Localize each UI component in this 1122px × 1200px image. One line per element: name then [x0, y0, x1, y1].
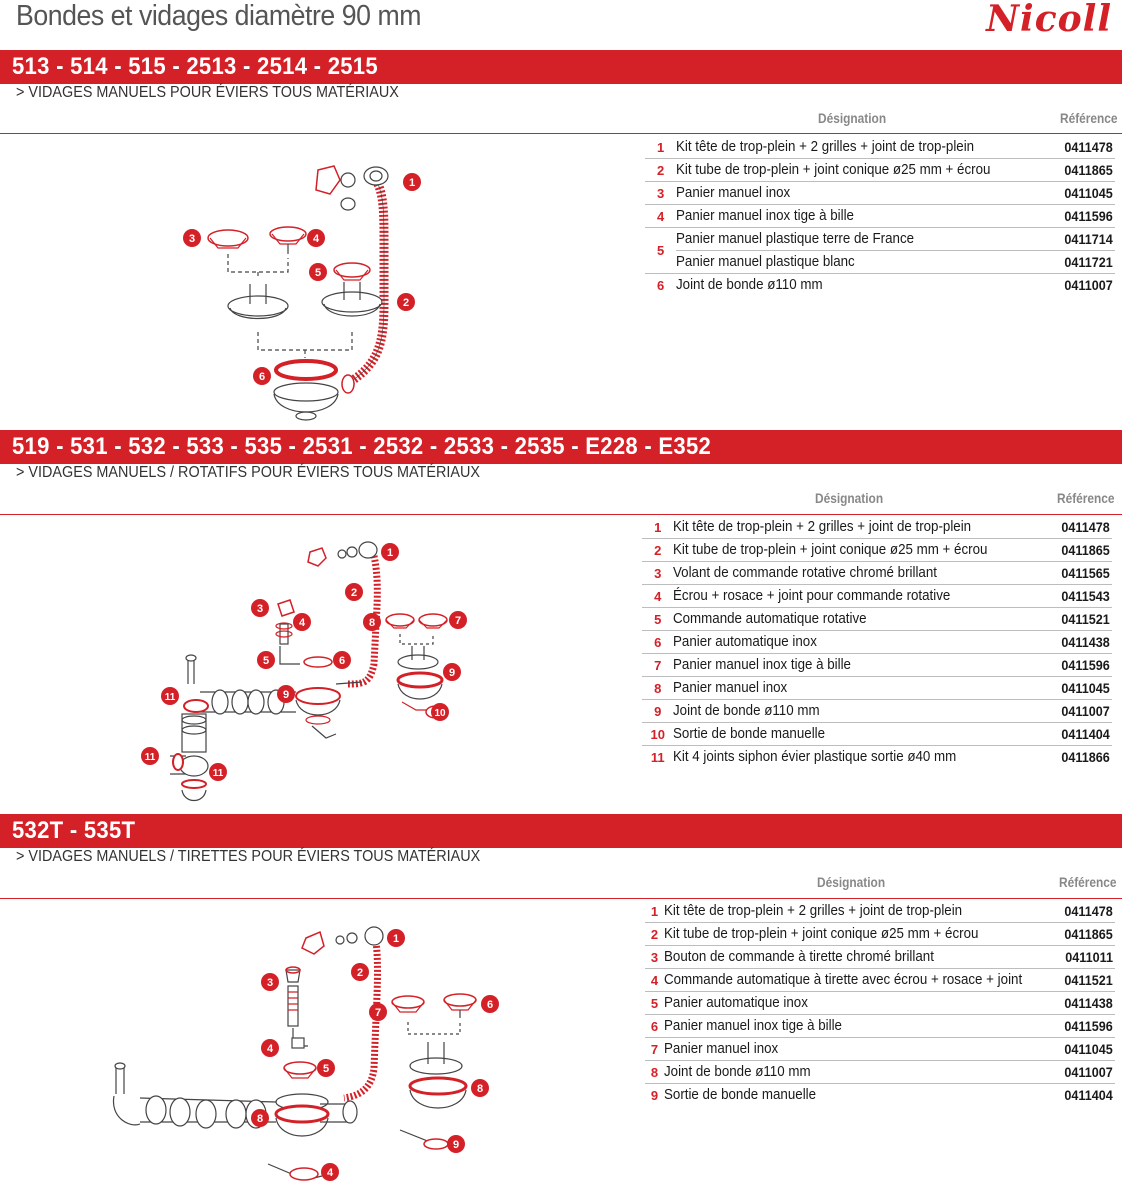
row-designation: Panier manuel inox	[676, 185, 791, 201]
row-designation: Volant de commande rotative chromé brillant	[673, 565, 938, 581]
section-code: 532T - 535T	[12, 817, 136, 844]
callout-label: 3	[266, 977, 274, 989]
row-designation: Kit tube de trop-plein + joint conique ø25 mm + écrou	[676, 162, 991, 178]
callout-label: 5	[322, 1063, 330, 1075]
row-number: 2	[645, 159, 676, 182]
section-bar	[0, 814, 1122, 848]
table-row	[642, 562, 1112, 585]
table-row	[645, 205, 1115, 228]
table-row	[642, 723, 1112, 746]
row-designation: Écrou + rosace + joint pour commande rotative	[673, 588, 951, 604]
row-designation: Commande automatique rotative	[673, 611, 867, 627]
callout-label: 1	[392, 933, 400, 945]
table-row	[642, 700, 1112, 723]
row-reference: 0411478	[1064, 139, 1113, 155]
row-reference: 0411478	[1061, 519, 1110, 535]
row-designation: Kit tube de trop-plein + joint conique ø25 mm + écrou	[664, 926, 979, 942]
callout-label: 6	[338, 655, 346, 667]
row-designation: Kit tête de trop-plein + 2 grilles + joint de trop-plein	[673, 519, 972, 535]
row-number: 5	[645, 228, 676, 274]
row-number: 9	[642, 700, 673, 723]
row-designation: Commande automatique à tirette avec écrou + rosace + joint	[664, 972, 1023, 988]
section-2	[0, 430, 1122, 810]
table-row	[645, 946, 1115, 969]
callout-label: 8	[476, 1083, 484, 1095]
table-row	[645, 1015, 1115, 1038]
row-designation: Panier automatique inox	[664, 995, 808, 1011]
callout-label: 1	[386, 547, 394, 559]
callout-label: 9	[282, 689, 290, 701]
callout-label: 9	[452, 1139, 460, 1151]
table-row	[645, 274, 1115, 297]
row-number: 6	[645, 1015, 664, 1038]
callout-label: 4	[266, 1043, 274, 1055]
row-number: 4	[642, 585, 673, 608]
table-row	[645, 900, 1115, 923]
row-designation: Panier manuel inox	[673, 680, 788, 696]
callout-label: 4	[312, 233, 320, 245]
section-divider	[0, 898, 1122, 899]
parts-table	[645, 900, 1115, 1106]
callout-label: 2	[402, 297, 410, 309]
callout-label: 11	[144, 752, 156, 763]
row-number: 7	[645, 1038, 664, 1061]
row-reference: 0411865	[1064, 162, 1113, 178]
callout-label: 11	[212, 768, 224, 779]
exploded-diagram	[130, 534, 470, 804]
row-reference: 0411045	[1061, 680, 1110, 696]
callout-label: 3	[256, 603, 264, 615]
callout-label: 6	[258, 371, 266, 383]
row-reference: 0411438	[1064, 995, 1113, 1011]
row-reference: 0411521	[1064, 972, 1113, 988]
callout-label: 6	[486, 999, 494, 1011]
callout-label: 7	[454, 615, 462, 627]
table-row	[642, 585, 1112, 608]
exploded-diagram	[170, 154, 430, 430]
row-designation: Joint de bonde ø110 mm	[664, 1064, 811, 1080]
row-designation: Sortie de bonde manuelle	[664, 1087, 817, 1103]
row-reference: 0411521	[1061, 611, 1110, 627]
row-number: 1	[645, 136, 676, 159]
row-reference: 0411565	[1061, 565, 1110, 581]
row-reference: 0411007	[1061, 703, 1110, 719]
table-row	[645, 992, 1115, 1015]
section-3	[0, 814, 1122, 1200]
table-row	[642, 677, 1112, 700]
row-designation: Kit 4 joints siphon évier plastique sortie ø40 mm	[673, 749, 957, 765]
table-row	[642, 516, 1112, 539]
row-designation: Kit tête de trop-plein + 2 grilles + joint de trop-plein	[664, 903, 963, 919]
table-row	[642, 654, 1112, 677]
table-row	[645, 182, 1115, 205]
callout-label: 8	[368, 617, 376, 629]
brand-logo	[962, 0, 1112, 46]
row-number: 1	[642, 516, 673, 539]
callout-label: 7	[374, 1007, 382, 1019]
row-number: 8	[645, 1061, 664, 1084]
row-designation: Kit tête de trop-plein + 2 grilles + joint de trop-plein	[676, 139, 975, 155]
row-number: 2	[645, 923, 664, 946]
callout-label: 1	[408, 177, 416, 189]
row-reference: 0411721	[1064, 254, 1113, 270]
row-designation: Panier manuel plastique blanc	[676, 254, 855, 270]
row-number: 3	[642, 562, 673, 585]
row-number: 4	[645, 205, 676, 228]
row-designation: Panier manuel inox	[664, 1041, 779, 1057]
row-number: 10	[642, 723, 673, 746]
row-designation: Joint de bonde ø110 mm	[676, 277, 823, 293]
designation-header: Désignation	[815, 490, 884, 506]
callout-label: 5	[314, 267, 322, 279]
callout-label: 2	[356, 967, 364, 979]
callout-label: 4	[298, 617, 306, 629]
row-number: 2	[642, 539, 673, 562]
section-subtitle: > VIDAGES MANUELS POUR ÉVIERS TOUS MATÉRIAUX	[16, 84, 399, 101]
page-title: Bondes et vidages diamètre 90 mm	[16, 0, 421, 32]
row-designation: Joint de bonde ø110 mm	[673, 703, 820, 719]
row-reference: 0411007	[1064, 277, 1113, 293]
section-subtitle: > VIDAGES MANUELS / ROTATIFS POUR ÉVIERS TOUS MATÉRIAUX	[16, 464, 480, 481]
parts-table	[645, 136, 1115, 296]
row-designation: Panier automatique inox	[673, 634, 818, 650]
table-row	[645, 251, 1115, 274]
row-designation: Bouton de commande à tirette chromé brillant	[664, 949, 934, 965]
row-reference: 0411438	[1061, 634, 1110, 650]
row-reference: 0411596	[1064, 208, 1113, 224]
table-row	[642, 746, 1112, 769]
table-row	[645, 136, 1115, 159]
row-number: 3	[645, 182, 676, 205]
section-divider	[0, 514, 1122, 515]
row-designation: Sortie de bonde manuelle	[673, 726, 826, 742]
row-reference: 0411007	[1064, 1064, 1113, 1080]
row-reference: 0411045	[1064, 1041, 1113, 1057]
row-reference: 0411011	[1065, 949, 1113, 965]
row-number: 9	[650, 1087, 659, 1103]
row-number: 5	[642, 608, 673, 631]
row-number: 3	[645, 946, 664, 969]
callout-label: 5	[262, 655, 270, 667]
table-row	[642, 539, 1112, 562]
row-designation: Panier manuel plastique terre de France	[676, 231, 915, 247]
row-reference: 0411478	[1064, 903, 1113, 919]
row-reference: 0411866	[1061, 749, 1110, 765]
row-number: 4	[645, 969, 664, 992]
table-row	[645, 1038, 1115, 1061]
reference-header: Référence	[1057, 490, 1115, 506]
row-reference: 0411714	[1064, 231, 1113, 247]
table-row	[642, 608, 1112, 631]
row-designation: Panier manuel inox tige à bille	[673, 657, 852, 673]
brand-logo-text: Nicoll	[986, 0, 1112, 40]
reference-header: Référence	[1059, 874, 1117, 890]
table-row	[645, 969, 1115, 992]
table-row	[645, 228, 1115, 251]
row-designation: Panier manuel inox tige à bille	[664, 1018, 843, 1034]
section-divider	[0, 133, 1122, 134]
callout-label: 9	[448, 667, 456, 679]
section-code: 519 - 531 - 532 - 533 - 535 - 2531 - 2532 - 2533 - 2535 - E228 - E352	[12, 433, 712, 460]
reference-header: Référence	[1060, 110, 1118, 126]
table-row	[645, 1084, 1115, 1107]
row-designation: Kit tube de trop-plein + joint conique ø25 mm + écrou	[673, 542, 988, 558]
section-code: 513 - 514 - 515 - 2513 - 2514 - 2515	[12, 53, 378, 80]
section-1	[0, 50, 1122, 430]
row-designation: Panier manuel inox tige à bille	[676, 208, 855, 224]
row-reference: 0411865	[1061, 542, 1110, 558]
row-reference: 0411045	[1064, 185, 1113, 201]
table-row	[645, 159, 1115, 182]
parts-table	[642, 516, 1112, 768]
designation-header: Désignation	[818, 110, 887, 126]
row-number: 7	[642, 654, 673, 677]
row-number: 6	[657, 277, 665, 293]
row-number: 1	[645, 900, 664, 923]
table-row	[642, 631, 1112, 654]
callout-label: 10	[434, 708, 446, 719]
callout-label: 11	[164, 692, 176, 703]
section-subtitle: > VIDAGES MANUELS / TIRETTES POUR ÉVIERS TOUS MATÉRIAUX	[16, 848, 481, 865]
exploded-diagram	[110, 918, 510, 1194]
row-reference: 0411404	[1064, 1087, 1113, 1103]
designation-header: Désignation	[817, 874, 886, 890]
row-reference: 0411865	[1064, 926, 1113, 942]
row-reference: 0411543	[1061, 588, 1110, 604]
row-number: 8	[642, 677, 673, 700]
row-reference: 0411404	[1061, 726, 1110, 742]
callout-label: 4	[326, 1167, 334, 1179]
table-row	[645, 923, 1115, 946]
callout-label: 2	[350, 587, 358, 599]
row-reference: 0411596	[1061, 657, 1110, 673]
row-number: 6	[642, 631, 673, 654]
row-reference: 0411596	[1064, 1018, 1113, 1034]
callout-label: 3	[188, 233, 196, 245]
callout-label: 8	[256, 1113, 264, 1125]
row-number: 5	[645, 992, 664, 1015]
table-row	[645, 1061, 1115, 1084]
row-number: 11	[650, 749, 665, 765]
